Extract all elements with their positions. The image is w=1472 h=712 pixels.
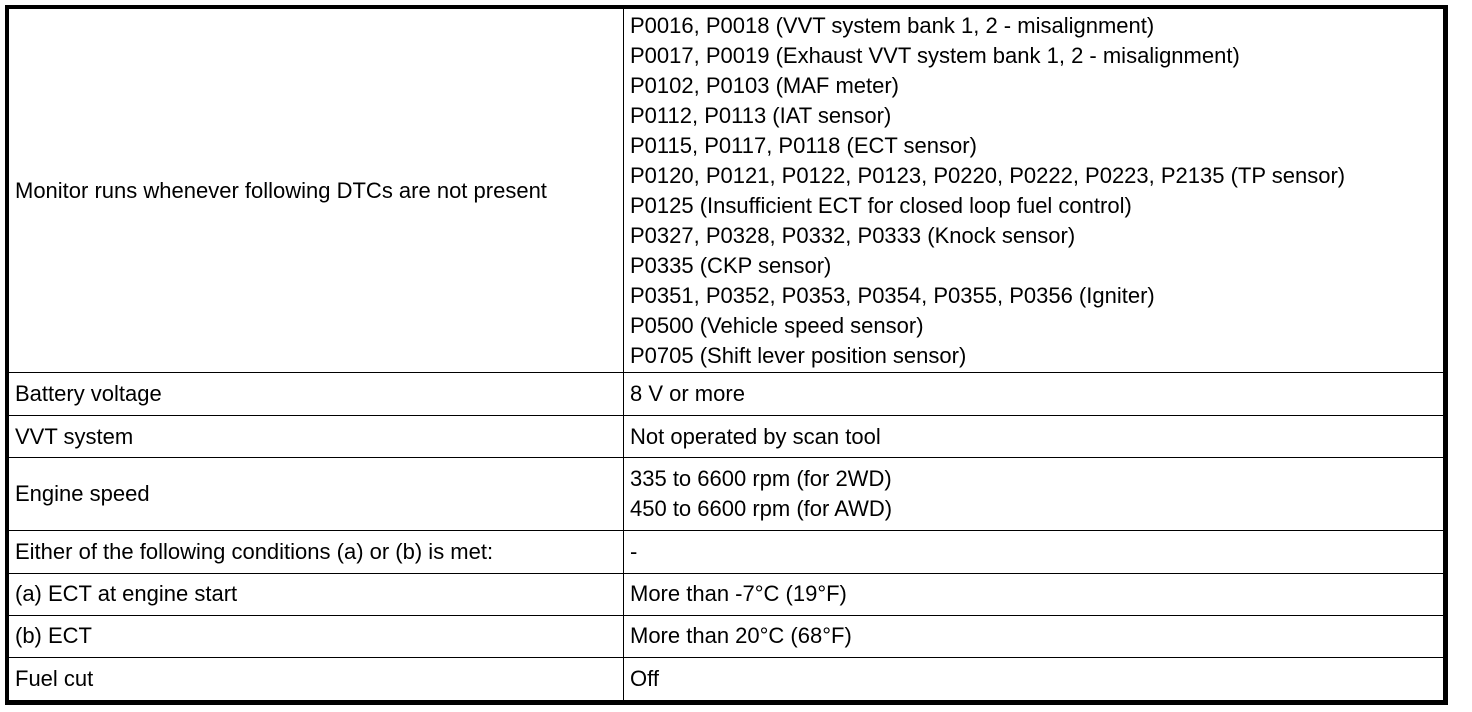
value-line: 335 to 6600 rpm (for 2WD) [630,466,892,492]
table-row [9,9,1444,373]
value-line: 450 to 6600 rpm (for AWD) [630,496,893,522]
value-cell: - [624,531,1444,573]
dtc-entry: P0115, P0117, P0118 (ECT sensor) [630,132,977,158]
dtc-entry: P0335 (CKP sensor) [630,252,832,278]
condition-cell: VVT system [9,416,624,458]
condition-cell: (a) ECT at engine start [9,573,624,615]
dtc-entry: P0500 (Vehicle speed sensor) [630,312,924,338]
conditions-table-frame [5,5,1448,705]
value-cell [624,458,1444,531]
dtc-entry: P0016, P0018 (VVT system bank 1, 2 - misalignment) [630,12,1155,38]
table-row [9,531,1444,573]
condition-cell: Fuel cut [9,657,624,700]
dtc-entry: P0125 (Insufficient ECT for closed loop fuel control) [630,192,1132,218]
value-cell: Not operated by scan tool [624,416,1444,458]
dtc-entry: P0705 (Shift lever position sensor) [630,342,967,368]
dtc-entry: P0112, P0113 (IAT sensor) [630,102,892,128]
value-cell: More than 20°C (68°F) [624,615,1444,657]
dtc-entry: P0327, P0328, P0332, P0333 (Knock sensor) [630,222,1076,248]
table-row [9,573,1444,615]
value-cell: 8 V or more [624,373,1444,416]
dtc-entry: P0120, P0121, P0122, P0123, P0220, P0222, P0223, P2135 (TP sensor) [630,162,1346,188]
condition-cell: (b) ECT [9,615,624,657]
value-cell: Off [624,657,1444,700]
dtc-entry: P0351, P0352, P0353, P0354, P0355, P0356 (Igniter) [630,282,1155,308]
monitor-conditions-table [8,8,1444,701]
table-row [9,657,1444,700]
table-row [9,373,1444,416]
dtc-entry: P0102, P0103 (MAF meter) [630,72,900,98]
table-row [9,416,1444,458]
condition-cell: Battery voltage [9,373,624,416]
dtc-entry: P0017, P0019 (Exhaust VVT system bank 1, 2 - misalignment) [630,42,1240,68]
value-cell: More than -7°C (19°F) [624,573,1444,615]
condition-cell: Monitor runs whenever following DTCs are not present [9,9,624,373]
value-cell [624,9,1444,373]
condition-cell: Either of the following conditions (a) or (b) is met: [9,531,624,573]
table-row [9,615,1444,657]
table-row [9,458,1444,531]
condition-cell: Engine speed [9,458,624,531]
